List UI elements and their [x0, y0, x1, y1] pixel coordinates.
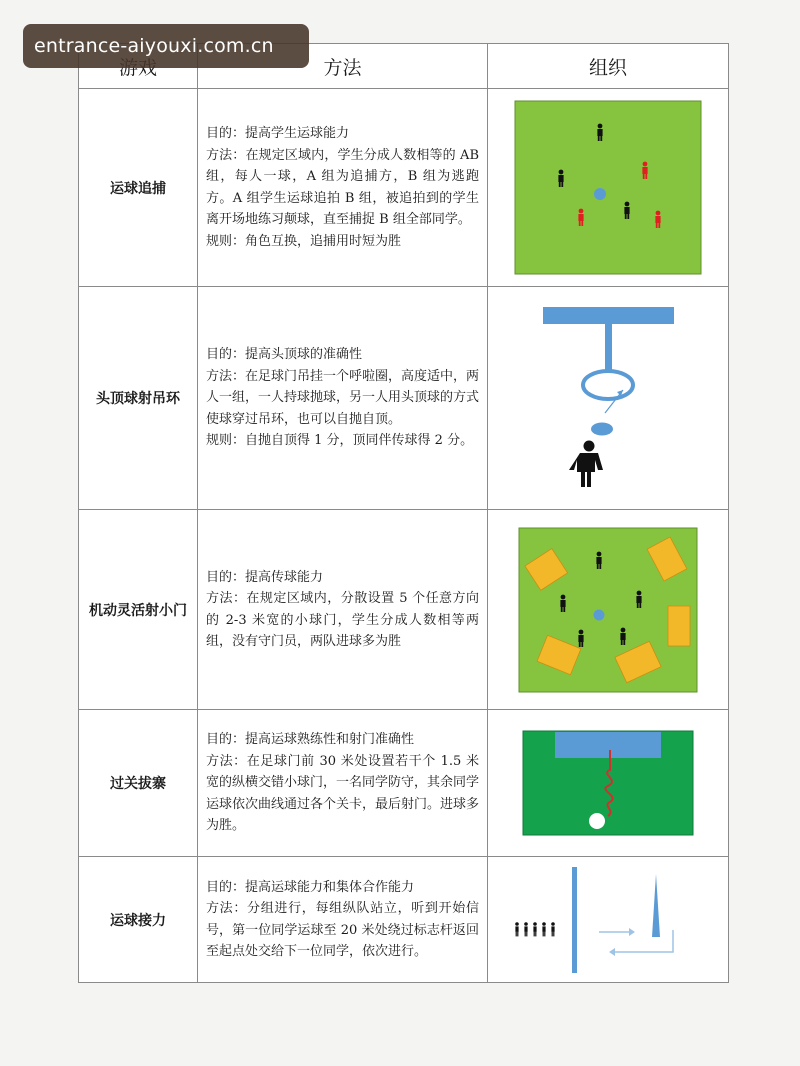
- goal-crossbar: [543, 307, 674, 324]
- table-row: [79, 710, 729, 857]
- method-text: 方法：在足球门前 30 米处设置若干个 1.5 米宽的纵横交错小球门，一名同学防守，其余同学运球依次曲线通过各个关卡，最后射门。进球多为胜。: [206, 753, 480, 834]
- goal-text: 目的：提高学生运球能力: [206, 126, 350, 141]
- game-description: [198, 710, 488, 857]
- goal-text: 目的：提高头顶球的准确性: [206, 347, 363, 363]
- method-text: 方法：在规定区域内，学生分成人数相等的 AB 组，每人一球，A 组为追捕方，B 组为逃跑方。A 组学生运球追拍 B 组，被追拍到的学生离开场地练习颠球，直至捕捉 B 组全部同学。: [206, 147, 479, 227]
- game-name: 过关拔寨: [79, 710, 198, 857]
- diagram-cell: [488, 510, 729, 710]
- table-row: [79, 857, 729, 983]
- game-description: [198, 510, 488, 710]
- player-column: [515, 922, 555, 936]
- game-name: 运球追捕: [79, 89, 198, 287]
- hoop: [583, 371, 633, 399]
- table-row: [79, 89, 729, 287]
- return-arrow: [615, 930, 673, 952]
- dribble-chase-diagram: [514, 100, 702, 275]
- player-figure: [569, 441, 603, 488]
- goal-text: 目的：提高运球能力和集体合作能力: [206, 879, 415, 895]
- game-name: 头顶球射吊环: [79, 287, 198, 510]
- goal-text: 目的：提高传球能力: [206, 569, 324, 585]
- method-text: 方法：在足球门吊挂一个呼啦圈，高度适中，两人一组，一人持球抛球，另一人用头顶球的方式使球穿过吊环，也可以自抛自顶。: [206, 368, 480, 427]
- method-text: 方法：在规定区域内，分散设置 5 个任意方向的 2-3 米宽的小球门，学生分成人数相等两组，没有守门员，两队进球多为胜: [206, 591, 479, 649]
- marker-pole: [652, 874, 660, 937]
- diagram-cell: [488, 857, 729, 983]
- pass-the-gates-diagram: [522, 730, 694, 836]
- hoop-hanger: [605, 324, 612, 371]
- ball: [594, 609, 605, 620]
- goal-text: 目的：提高运球熟练性和射门准确性: [206, 732, 415, 748]
- method-text: 方法：分组进行，每组纵队站立，听到开始信号，第一位同学运球至 20 米处绕过标志杆返回至起点处交给下一位同学，依次进行。: [206, 901, 479, 959]
- rule-text: 规则：角色互换，追捕用时短为胜: [206, 233, 402, 249]
- ball: [589, 813, 605, 829]
- relay-diagram: [492, 864, 724, 976]
- game-description: [198, 89, 488, 287]
- goal: [555, 732, 661, 758]
- ball: [594, 188, 606, 200]
- game-description: [198, 857, 488, 983]
- table-row: [79, 287, 729, 510]
- diagram-cell: [488, 710, 729, 857]
- ball: [591, 423, 613, 436]
- small-goals-diagram: [518, 527, 698, 693]
- game-description: [198, 287, 488, 510]
- game-name: 机动灵活射小门: [79, 510, 198, 710]
- green-field: [515, 101, 701, 274]
- watermark: entrance-aiyouxi.com.cn: [23, 24, 309, 68]
- header-organization: 组织: [488, 44, 729, 89]
- header-method: 方法: [198, 44, 488, 89]
- diagram-cell: [488, 287, 729, 510]
- games-table: [78, 43, 729, 983]
- start-line: [572, 867, 577, 973]
- game-name: 运球接力: [79, 857, 198, 983]
- table-row: [79, 510, 729, 710]
- rule-text: 规则：自抛自顶得 1 分，顶同伴传球得 2 分。: [206, 433, 474, 449]
- header-hoop-diagram: [528, 303, 688, 493]
- diagram-cell: [488, 89, 729, 287]
